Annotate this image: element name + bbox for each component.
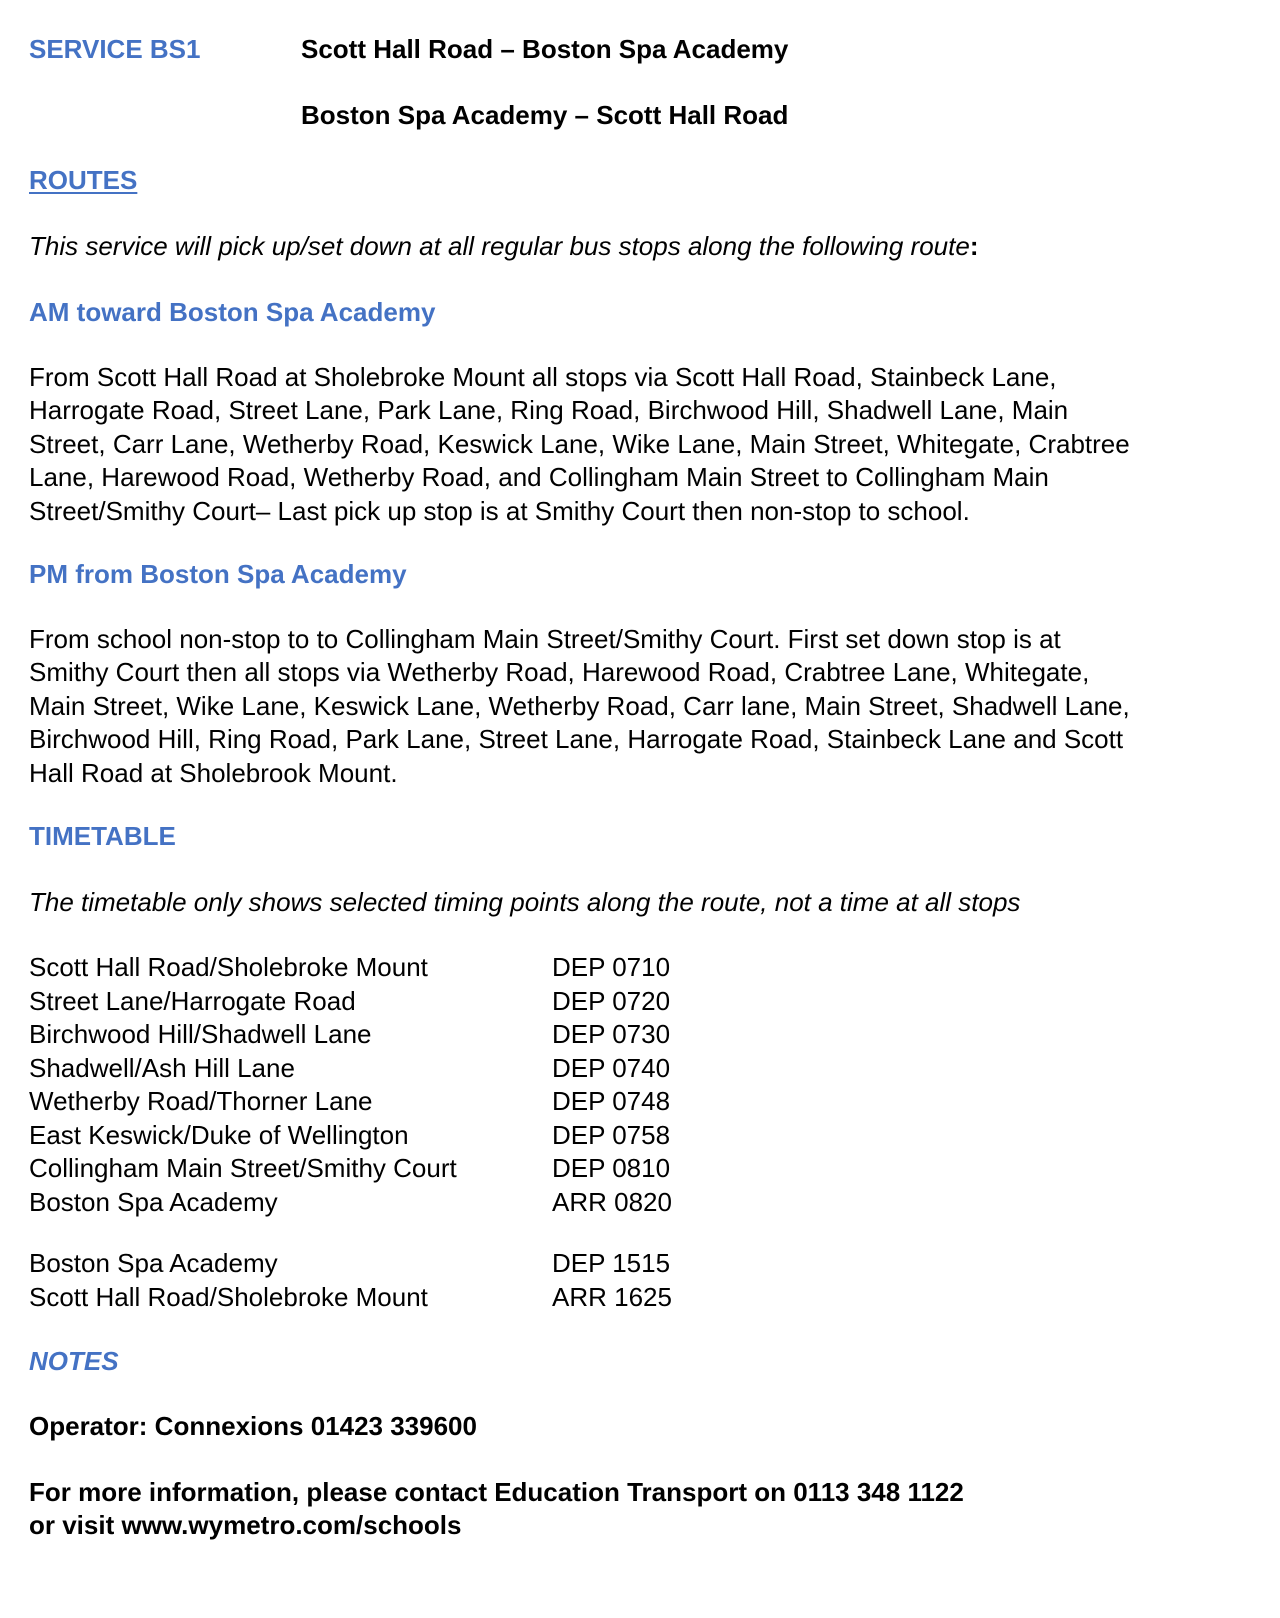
timetable-row [29,951,672,985]
timetable-pm [29,1247,672,1314]
am-route-heading: AM toward Boston Spa Academy [29,297,436,327]
timing-point: Boston Spa Academy [29,1248,278,1278]
timing-time: ARR 1625 [552,1281,672,1312]
timing-time: DEP 0720 [552,985,671,1016]
timing-point: Collingham Main Street/Smithy Court [29,1153,457,1183]
routes-intro [29,230,978,263]
am-route-description [29,361,1259,528]
timetable-row [29,1119,672,1153]
timing-point: Shadwell/Ash Hill Lane [29,1052,295,1083]
timing-time: ARR 0820 [552,1186,672,1217]
timing-point: Birchwood Hill/Shadwell Lane [29,1019,372,1049]
timetable-row [29,1085,672,1119]
contact-info-line2: or visit www.wymetro.com/schools [29,1510,462,1540]
timing-time: DEP 0740 [552,1052,671,1083]
timing-time: DEP 0730 [552,1019,671,1049]
pm-route-line: Smithy Court then all stops via Wetherby Road, Harewood Road, Crabtree Lane, Whitegate, [29,657,1090,688]
timetable-am [29,951,672,1219]
timing-point: Wetherby Road/Thorner Lane [29,1086,373,1116]
routes-intro-colon: : [969,231,979,261]
pm-route-heading: PM from Boston Spa Academy [29,559,407,589]
timing-point: Street Lane/Harrogate Road [29,985,356,1016]
pm-route-line: From school non-stop to to Collingham Main Street/Smithy Court. First set down stop is at [29,624,1061,654]
am-route-line: Street/Smithy Court– Last pick up stop is at Smithy Court then non-stop to school. [29,495,970,526]
operator-info: Operator: Connexions 01423 339600 [29,1411,477,1441]
timetable-row [29,1152,672,1186]
timing-point: Boston Spa Academy [29,1186,278,1217]
timetable-row [29,1281,672,1315]
timetable-row [29,1247,672,1281]
timetable-heading: TIMETABLE [29,821,176,851]
am-route-line: From Scott Hall Road at Sholebroke Mount all stops via Scott Hall Road, Stainbeck Lane, [29,362,1057,392]
route-title-return: Boston Spa Academy – Scott Hall Road [301,100,789,130]
am-route-line: Lane, Harewood Road, Wetherby Road, and Collingham Main Street to Collingham Main [29,462,1049,493]
contact-info-line1: For more information, please contact Education Transport on 0113 348 1122 [29,1477,964,1507]
timetable-note: The timetable only shows selected timing points along the route, not a time at all stops [29,887,1021,917]
timetable-row [29,1186,672,1220]
timing-time: DEP 0758 [552,1119,671,1150]
timing-time: DEP 0748 [552,1086,671,1116]
routes-heading: ROUTES [29,165,138,195]
timetable-row [29,1052,672,1086]
notes-heading: NOTES [29,1346,119,1376]
pm-route-line: Birchwood Hill, Ring Road, Park Lane, Street Lane, Harrogate Road, Stainbeck Lane and Scott [29,724,1124,755]
service-label: SERVICE BS1 [29,34,201,64]
timing-time: DEP 0810 [552,1153,671,1183]
timing-time: DEP 0710 [552,952,671,982]
routes-intro-text: This service will pick up/set down at all regular bus stops along the following route [29,231,970,261]
timing-point: East Keswick/Duke of Wellington [29,1119,409,1150]
am-route-line: Street, Carr Lane, Wetherby Road, Keswick Lane, Wike Lane, Main Street, Whitegate, Crabtree [29,428,1130,459]
timing-time: DEP 1515 [552,1248,671,1278]
pm-route-description [29,623,1259,790]
timing-point: Scott Hall Road/Sholebroke Mount [29,1281,428,1312]
timing-point: Scott Hall Road/Sholebroke Mount [29,952,428,982]
pm-route-line: Main Street, Wike Lane, Keswick Lane, Wetherby Road, Carr lane, Main Street, Shadwell Lane, [29,690,1130,721]
timetable-row [29,985,672,1019]
am-route-line: Harrogate Road, Street Lane, Park Lane, Ring Road, Birchwood Hill, Shadwell Lane, Main [29,395,1069,426]
pm-route-line: Hall Road at Sholebrook Mount. [29,757,398,788]
timetable-row [29,1018,672,1052]
route-title-outbound: Scott Hall Road – Boston Spa Academy [301,34,789,64]
